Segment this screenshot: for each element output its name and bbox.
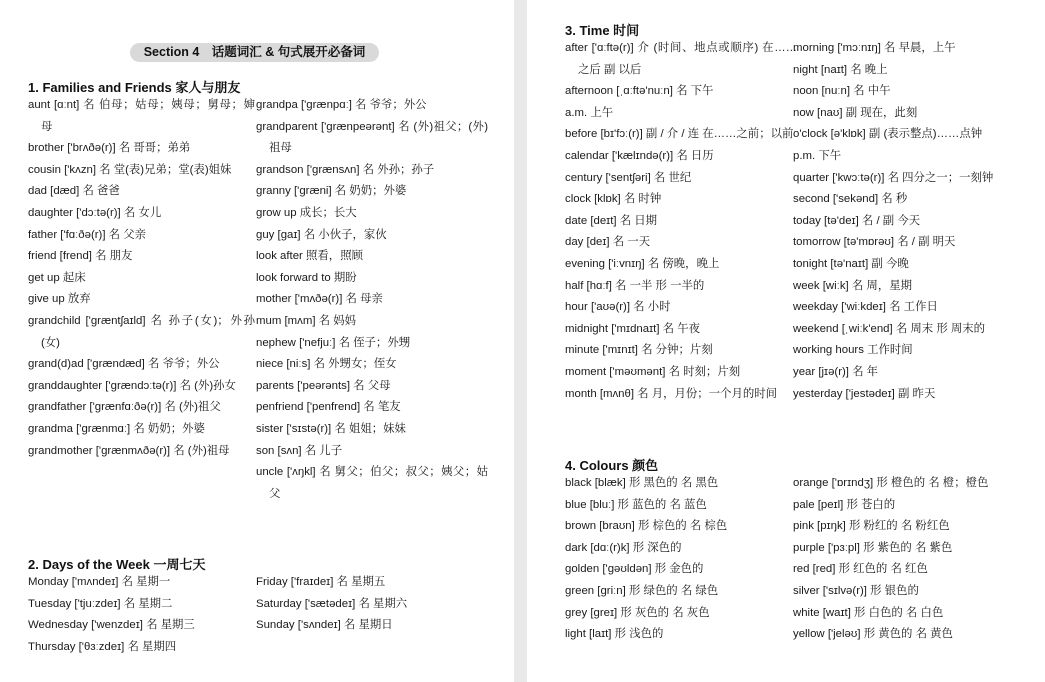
vocab-entry: after ['ɑːftə(r)] 介 (时间、地点或顺序) 在……之后 副 以后	[565, 42, 797, 76]
vocab-entry: look after 照看，照顾	[256, 250, 363, 263]
vocab-entry: evening ['iːvnɪŋ] 名 傍晚，晚上	[565, 257, 720, 270]
vocab-entry: week [wiːk] 名 周，星期	[793, 279, 912, 292]
vocab-entry: pale [peɪl] 形 苍白的	[793, 498, 896, 511]
vocab-entry: niece [niːs] 名 外甥女；侄女	[256, 358, 397, 371]
vocab-entry: cousin ['kʌzn] 名 堂(表)兄弟；堂(表)姐妹	[28, 163, 232, 176]
vocab-entry: father ['fɑːðə(r)] 名 父亲	[28, 228, 147, 241]
vocab-entry: hour ['aʊə(r)] 名 小时	[565, 301, 671, 314]
vocab-entry: grandparent ['grænpeərənt] 名 (外)祖父；(外)祖母	[256, 120, 488, 155]
vocab-entry: grandpa ['grænpɑː] 名 爷爷；外公	[256, 99, 427, 111]
vocab-entry: half [hɑːf] 名 一半 形 一半的	[565, 279, 705, 292]
vocab-entry: noon [nuːn] 名 中午	[793, 85, 891, 98]
vocab-entry: guy [gaɪ] 名 小伙子，家伙	[256, 228, 387, 241]
vocab-entry: tomorrow [tə'mɒrəʊ] 名 / 副 明天	[793, 236, 956, 249]
vocab-entry: month [mʌnθ] 名 月，月份；一个月的时间	[565, 387, 778, 400]
vocab-entry: now [naʊ] 副 现在，此刻	[793, 106, 918, 119]
vocab-entry: grandson ['grænsʌn] 名 外孙；孙子	[256, 163, 435, 176]
vocab-entry: date [deɪt] 名 日期	[565, 214, 658, 227]
vocab-entry: nephew ['nefjuː] 名 侄子；外甥	[256, 336, 411, 349]
vocab-entry: century ['sentʃəri] 名 世纪	[565, 171, 692, 184]
vocab-entry: brother ['brʌðə(r)] 名 哥哥；弟弟	[28, 142, 191, 155]
colours-column-1	[565, 473, 797, 646]
vocab-entry: minute ['mɪnɪt] 名 分钟；片刻	[565, 344, 713, 357]
vocab-entry: morning ['mɔːnɪŋ] 名 早晨，上午	[793, 42, 956, 54]
vocab-entry: o'clock [ə'klɒk] 副 (表示整点)……点钟	[793, 128, 983, 141]
vocab-entry: grey [greɪ] 形 灰色的 名 灰色	[565, 606, 710, 619]
vocab-entry: p.m. 下午	[793, 149, 842, 162]
families-column-1	[28, 95, 260, 462]
days-column-1	[28, 572, 260, 658]
vocab-entry: mum [mʌm] 名 妈妈	[256, 314, 356, 327]
vocab-entry: Sunday ['sʌndeɪ] 名 星期日	[256, 619, 393, 632]
time-column-1	[565, 38, 797, 405]
vocab-entry: quarter ['kwɔːtə(r)] 名 四分之一；一刻钟	[793, 171, 994, 184]
vocab-entry: dad [dæd] 名 爸爸	[28, 185, 120, 198]
vocab-entry: uncle ['ʌŋkl] 名 舅父；伯父；叔父；姨父；姑父	[256, 466, 488, 500]
vocab-entry: son [sʌn] 名 儿子	[256, 444, 343, 457]
vocab-entry: today [tə'deɪ] 名 / 副 今天	[793, 214, 921, 227]
vocab-entry: Thursday ['θɜːzdeɪ] 名 星期四	[28, 640, 177, 653]
vocab-entry: mother ['mʌðə(r)] 名 母亲	[256, 293, 383, 306]
vocab-entry: sister ['sɪstə(r)] 名 姐姐；妹妹	[256, 422, 406, 435]
vocab-entry: light [laɪt] 形 浅色的	[565, 628, 664, 641]
vocab-entry: weekday ['wiːkdeɪ] 名 工作日	[793, 301, 938, 314]
vocab-entry: granddaughter ['grændɔːtə(r)] 名 (外)孙女	[28, 379, 236, 392]
vocab-entry: Monday ['mʌndeɪ] 名 星期一	[28, 576, 171, 588]
colours-heading: 4. Colours 颜色	[565, 458, 659, 473]
left-page	[0, 0, 514, 682]
vocab-entry: grow up 成长；长大	[256, 206, 357, 219]
days-column-2	[256, 572, 488, 637]
vocab-entry: white [waɪt] 形 白色的 名 白色	[793, 606, 944, 619]
vocab-entry: clock [klɒk] 名 时钟	[565, 193, 662, 206]
vocab-entry: Tuesday ['tjuːzdeɪ] 名 星期二	[28, 597, 173, 610]
vocab-entry: brown [braʊn] 形 棕色的 名 棕色	[565, 520, 728, 533]
vocab-entry: yesterday ['jestədeɪ] 副 昨天	[793, 387, 936, 400]
vocab-entry: moment ['məʊmənt] 名 时刻；片刻	[565, 365, 741, 378]
vocab-entry: parents ['peərənts] 名 父母	[256, 379, 391, 392]
vocab-entry: orange ['ɒrɪndʒ] 形 橙色的 名 橙；橙色	[793, 477, 989, 489]
vocab-entry: get up 起床	[28, 271, 86, 284]
families-heading: 1. Families and Friends 家人与朋友	[28, 80, 241, 95]
vocab-entry: granny ['græni] 名 奶奶；外婆	[256, 185, 407, 198]
vocab-entry: day [deɪ] 名 一天	[565, 236, 651, 249]
vocab-entry: pink [pɪŋk] 形 粉红的 名 粉红色	[793, 520, 950, 533]
section-title-badge: Section 4 话题词汇 & 句式展开必备词	[130, 43, 379, 62]
vocab-entry: tonight [tə'naɪt] 副 今晚	[793, 257, 909, 270]
vocab-entry: Saturday ['sætədeɪ] 名 星期六	[256, 597, 408, 610]
vocab-entry: Wednesday ['wenzdeɪ] 名 星期三	[28, 619, 195, 632]
days-heading: 2. Days of the Week 一周七天	[28, 557, 206, 572]
time-heading: 3. Time 时间	[565, 23, 640, 38]
vocab-entry: grandma ['grænmɑː] 名 奶奶；外婆	[28, 422, 205, 435]
vocab-entry: midnight ['mɪdnaɪt] 名 午夜	[565, 322, 700, 335]
vocab-entry: grandchild ['græntʃaɪld] 名 孙子(女)；外孙(女)	[28, 314, 255, 349]
vocab-entry: friend [frend] 名 朋友	[28, 250, 133, 263]
time-column-2	[793, 38, 1025, 405]
vocab-entry: look forward to 期盼	[256, 271, 357, 284]
vocab-entry: purple ['pɜːpl] 形 紫色的 名 紫色	[793, 541, 953, 554]
vocab-entry: golden ['gəʊldən] 形 金色的	[565, 563, 704, 576]
vocab-entry: grandfather ['grænfɑːðə(r)] 名 (外)祖父	[28, 401, 221, 414]
colours-column-2	[793, 473, 1025, 646]
vocab-entry: year [jɪə(r)] 名 年	[793, 365, 879, 378]
vocab-entry: blue [bluː] 形 蓝色的 名 蓝色	[565, 498, 707, 511]
vocab-entry: grandmother ['grænmʌðə(r)] 名 (外)祖母	[28, 444, 230, 457]
vocab-entry: second ['sekənd] 名 秒	[793, 193, 908, 206]
vocab-entry: grand(d)ad ['grændæd] 名 爷爷；外公	[28, 358, 220, 371]
vocab-entry: penfriend ['penfrend] 名 笔友	[256, 401, 401, 414]
vocab-entry: afternoon [ˌɑːftə'nuːn] 名 下午	[565, 85, 714, 98]
vocab-entry: before [bɪ'fɔː(r)] 副 / 介 / 连 在……之前；以前	[565, 128, 794, 141]
vocab-entry: red [red] 形 红色的 名 红色	[793, 563, 928, 576]
vocab-entry: give up 放弃	[28, 293, 91, 306]
vocab-entry: black [blæk] 形 黑色的 名 黑色	[565, 477, 719, 489]
vocab-entry: a.m. 上午	[565, 106, 614, 119]
right-page	[527, 0, 1045, 682]
vocab-entry: silver ['sɪlvə(r)] 形 银色的	[793, 584, 919, 597]
vocab-entry: working hours 工作时间	[793, 344, 913, 357]
vocab-entry: night [naɪt] 名 晚上	[793, 63, 888, 76]
vocab-entry: calendar ['kælɪndə(r)] 名 日历	[565, 149, 714, 162]
vocab-entry: aunt [ɑːnt] 名 伯母；姑母；姨母；舅母；婶母	[28, 99, 255, 133]
vocab-entry: green [griːn] 形 绿色的 名 绿色	[565, 584, 719, 597]
vocab-entry: yellow ['jeləʊ] 形 黄色的 名 黄色	[793, 628, 953, 641]
vocab-entry: daughter ['dɔːtə(r)] 名 女儿	[28, 206, 162, 219]
vocab-entry: dark [dɑː(r)k] 形 深色的	[565, 541, 682, 554]
vocab-entry: Friday ['fraɪdeɪ] 名 星期五	[256, 576, 386, 588]
vocab-entry: weekend [ˌwiːk'end] 名 周末 形 周末的	[793, 322, 986, 335]
families-column-2	[256, 95, 488, 505]
